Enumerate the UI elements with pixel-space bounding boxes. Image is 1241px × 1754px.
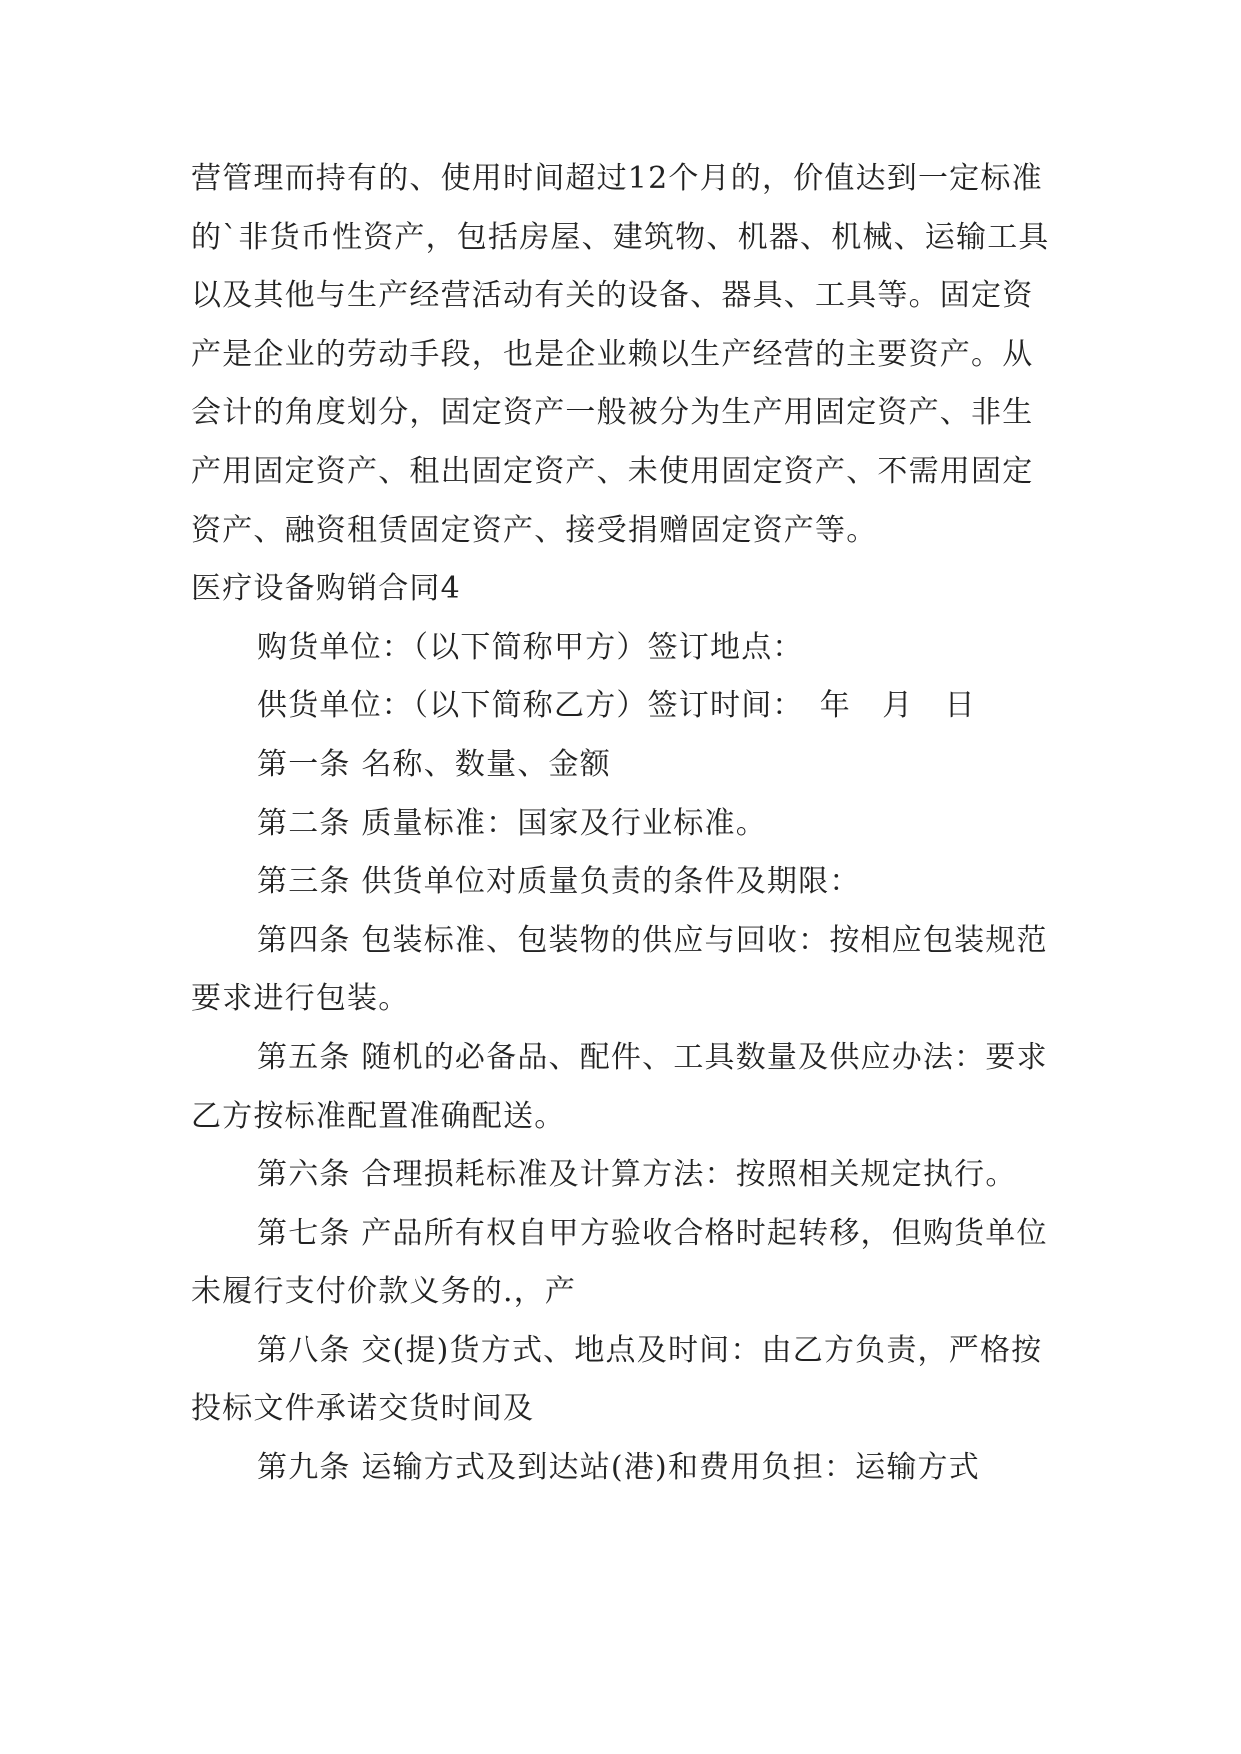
clause-article-9: 第九条 运输方式及到达站(港)和费用负担：运输方式 xyxy=(257,1450,980,1486)
clause-buyer: 购货单位：（以下简称甲方）签订地点： xyxy=(257,629,804,665)
intro-paragraph: 营管理而持有的、使用时间超过12个月的，价值达到一定标准的`非货币性资产，包括房屋、建筑物、机器、机械、运输工具以及其他与生产经营活动有关的设备、器具、工具等。固定资产是企业的劳动手段，也是企业赖以生产经营的主要资产。从会计的角度划分，固定资产一般被分为生产用固定资产、非生产用固定资产、租出固定资产、未使用固定资产、不需用固定资产、融资租赁固定资产、接受捐赠固定资产等。 xyxy=(191,161,1050,548)
clause-article-7: 第七条 产品所有权自甲方验收合格时起转移，但购货单位未履行支付价款义务的.，产 xyxy=(191,1215,1048,1310)
clause-article-1: 第一条 名称、数量、金额 xyxy=(257,746,611,782)
clause-article-3: 第三条 供货单位对质量负责的条件及期限： xyxy=(257,864,861,900)
clause-article-6: 第六条 合理损耗标准及计算方法：按照相关规定执行。 xyxy=(257,1157,1017,1193)
clause-article-2: 第二条 质量标准：国家及行业标准。 xyxy=(257,805,767,841)
contract-title: 医疗设备购销合同4 xyxy=(191,571,461,607)
document-body xyxy=(191,150,1061,1498)
clause-article-8: 第八条 交(提)货方式、地点及时间：由乙方负责，严格按投标文件承诺交货时间及 xyxy=(191,1332,1043,1427)
clause-article-4: 第四条 包装标准、包装物的供应与回收：按相应包装规范要求进行包装。 xyxy=(191,922,1048,1017)
clause-supplier: 供货单位：（以下简称乙方）签订时间： 年 月 日 xyxy=(257,688,976,724)
clause-article-5: 第五条 随机的必备品、配件、工具数量及供应办法：要求乙方按标准配置准确配送。 xyxy=(191,1039,1048,1134)
